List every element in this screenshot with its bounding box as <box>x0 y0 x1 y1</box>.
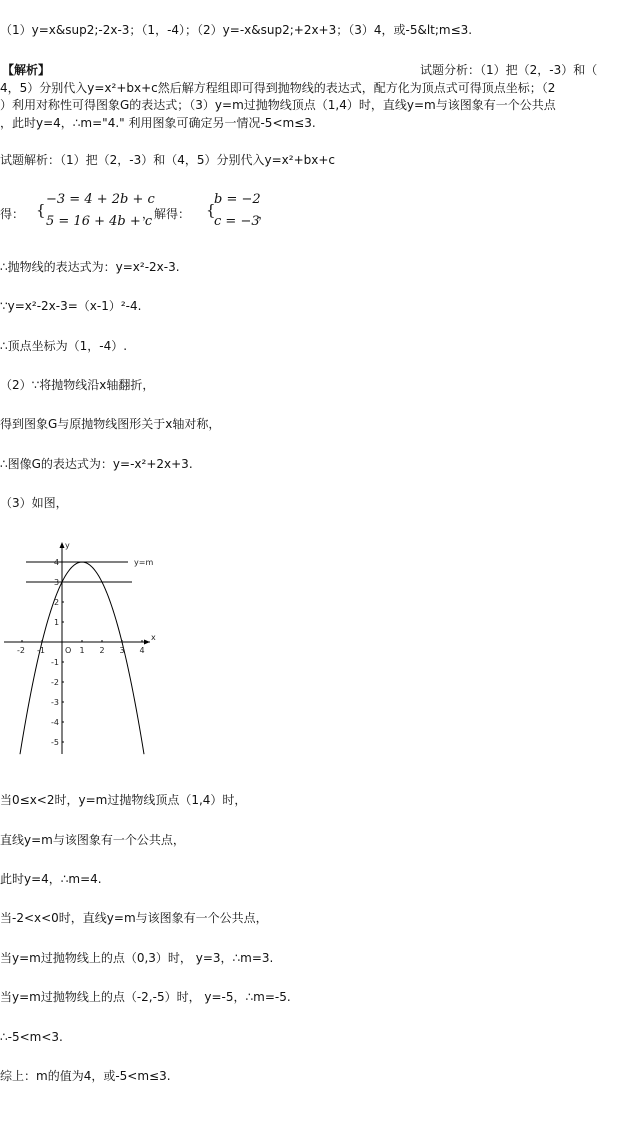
solution-line-4: （2）∵将抛物线沿x轴翻折， <box>0 378 155 392</box>
jie-label: ，解得： <box>142 207 191 221</box>
solution-line-2: ∵y=x²-2x-3=（x-1）²-4. <box>0 299 142 313</box>
y-tick-label: 4 <box>54 558 60 567</box>
origin-label: O <box>65 646 72 655</box>
line-y-m-label: y=m <box>134 558 154 567</box>
x-tick-label: 1 <box>79 646 85 655</box>
y-tick-label: -5 <box>51 738 59 747</box>
x-axis-arrow <box>144 640 150 645</box>
solution-line-9: 直线y=m与该图象有一个公共点， <box>0 833 185 847</box>
parabola-figure <box>0 538 170 760</box>
solution-line-11: 当-2<x<0时，直线y=m与该图象有一个公共点， <box>0 911 268 925</box>
solution-intro: 试题解析：（1）把（2，-3）和（4，5）分别代入y=x²+bx+c <box>0 153 335 167</box>
solution-line-10: 此时y=4，∴m=4. <box>0 872 102 886</box>
equation-1: −3 = 4 + 2b + c <box>46 192 155 207</box>
y-tick-label: 1 <box>54 618 60 627</box>
solution-line-3: ∴顶点坐标为（1，-4）. <box>0 339 128 353</box>
analysis-line-4: ，此时y=4，∴m="4." 利用图象可确定另一情况-5<m≤3. <box>0 116 316 130</box>
answer-line: （1）y=x&sup2;-2x-3；（1，-4）；（2）y=-x&sup2;+2x+3；（3）4，或-5&lt;m≤3. <box>0 23 473 37</box>
y-tick-label: 3 <box>54 578 60 587</box>
y-tick-label: -4 <box>51 718 59 727</box>
y-tick-label: -3 <box>51 698 59 707</box>
right-brace: { <box>206 201 216 219</box>
x-axis-label: x <box>151 633 156 642</box>
solution-line-12: 当y=m过抛物线上的点（0,3）时， y=3，∴m=3. <box>0 951 274 965</box>
solution-line-6: ∴图像G的表达式为：y=-x²+2x+3. <box>0 457 193 471</box>
solution-line-8: 当0≤x<2时，y=m过抛物线顶点（1,4）时， <box>0 793 247 807</box>
y-tick-label: -1 <box>51 658 59 667</box>
analysis-line-2: 4，5）分别代入y=x²+bx+c然后解方程组即可得到抛物线的表达式，配方化为顶点式可得顶点坐标；（2 <box>0 81 556 95</box>
solution-b: b = −2 <box>214 192 261 207</box>
solution-line-15: 综上：m的值为4，或-5<m≤3. <box>0 1069 171 1083</box>
figure-axes <box>4 542 150 754</box>
solution-line-1: ∴抛物线的表达式为：y=x²-2x-3. <box>0 260 180 274</box>
x-tick-label: -2 <box>17 646 25 655</box>
de-label: 得： <box>0 207 25 221</box>
y-axis-label: y <box>65 541 70 550</box>
solution-line-5: 得到图象G与原抛物线图形关于x轴对称， <box>0 417 221 431</box>
x-tick-label: -1 <box>37 646 45 655</box>
solution-c: c = −3 <box>214 214 260 229</box>
left-brace: { <box>36 201 46 219</box>
x-tick-label: 3 <box>119 646 125 655</box>
analysis-tag: 【解析】 <box>2 63 51 77</box>
analysis-right-label: 试题分析：（1）把（2，-3）和（ <box>420 63 598 77</box>
equation-system <box>0 192 630 236</box>
y-axis-arrow <box>60 542 65 548</box>
equation-2: 5 = 16 + 4b + c <box>46 214 153 229</box>
x-tick-label: 4 <box>139 646 145 655</box>
analysis-line-3: ）利用对称性可得图象G的表达式；（3）y=m过抛物线顶点（1,4）时，直线y=m与该图象有一个公共点 <box>0 98 556 112</box>
solution-line-14: ∴-5<m<3. <box>0 1030 63 1044</box>
trail-comma: ， <box>258 207 271 221</box>
solution-line-13: 当y=m过抛物线上的点（-2,-5）时， y=-5，∴m=-5. <box>0 990 291 1004</box>
x-tick-label: 2 <box>99 646 105 655</box>
solution-line-7: （3）如图， <box>0 496 68 510</box>
y-tick-label: 2 <box>54 598 60 607</box>
parabola-curve <box>20 562 144 754</box>
y-tick-label: -2 <box>51 678 59 687</box>
figure-ticks <box>17 558 145 747</box>
